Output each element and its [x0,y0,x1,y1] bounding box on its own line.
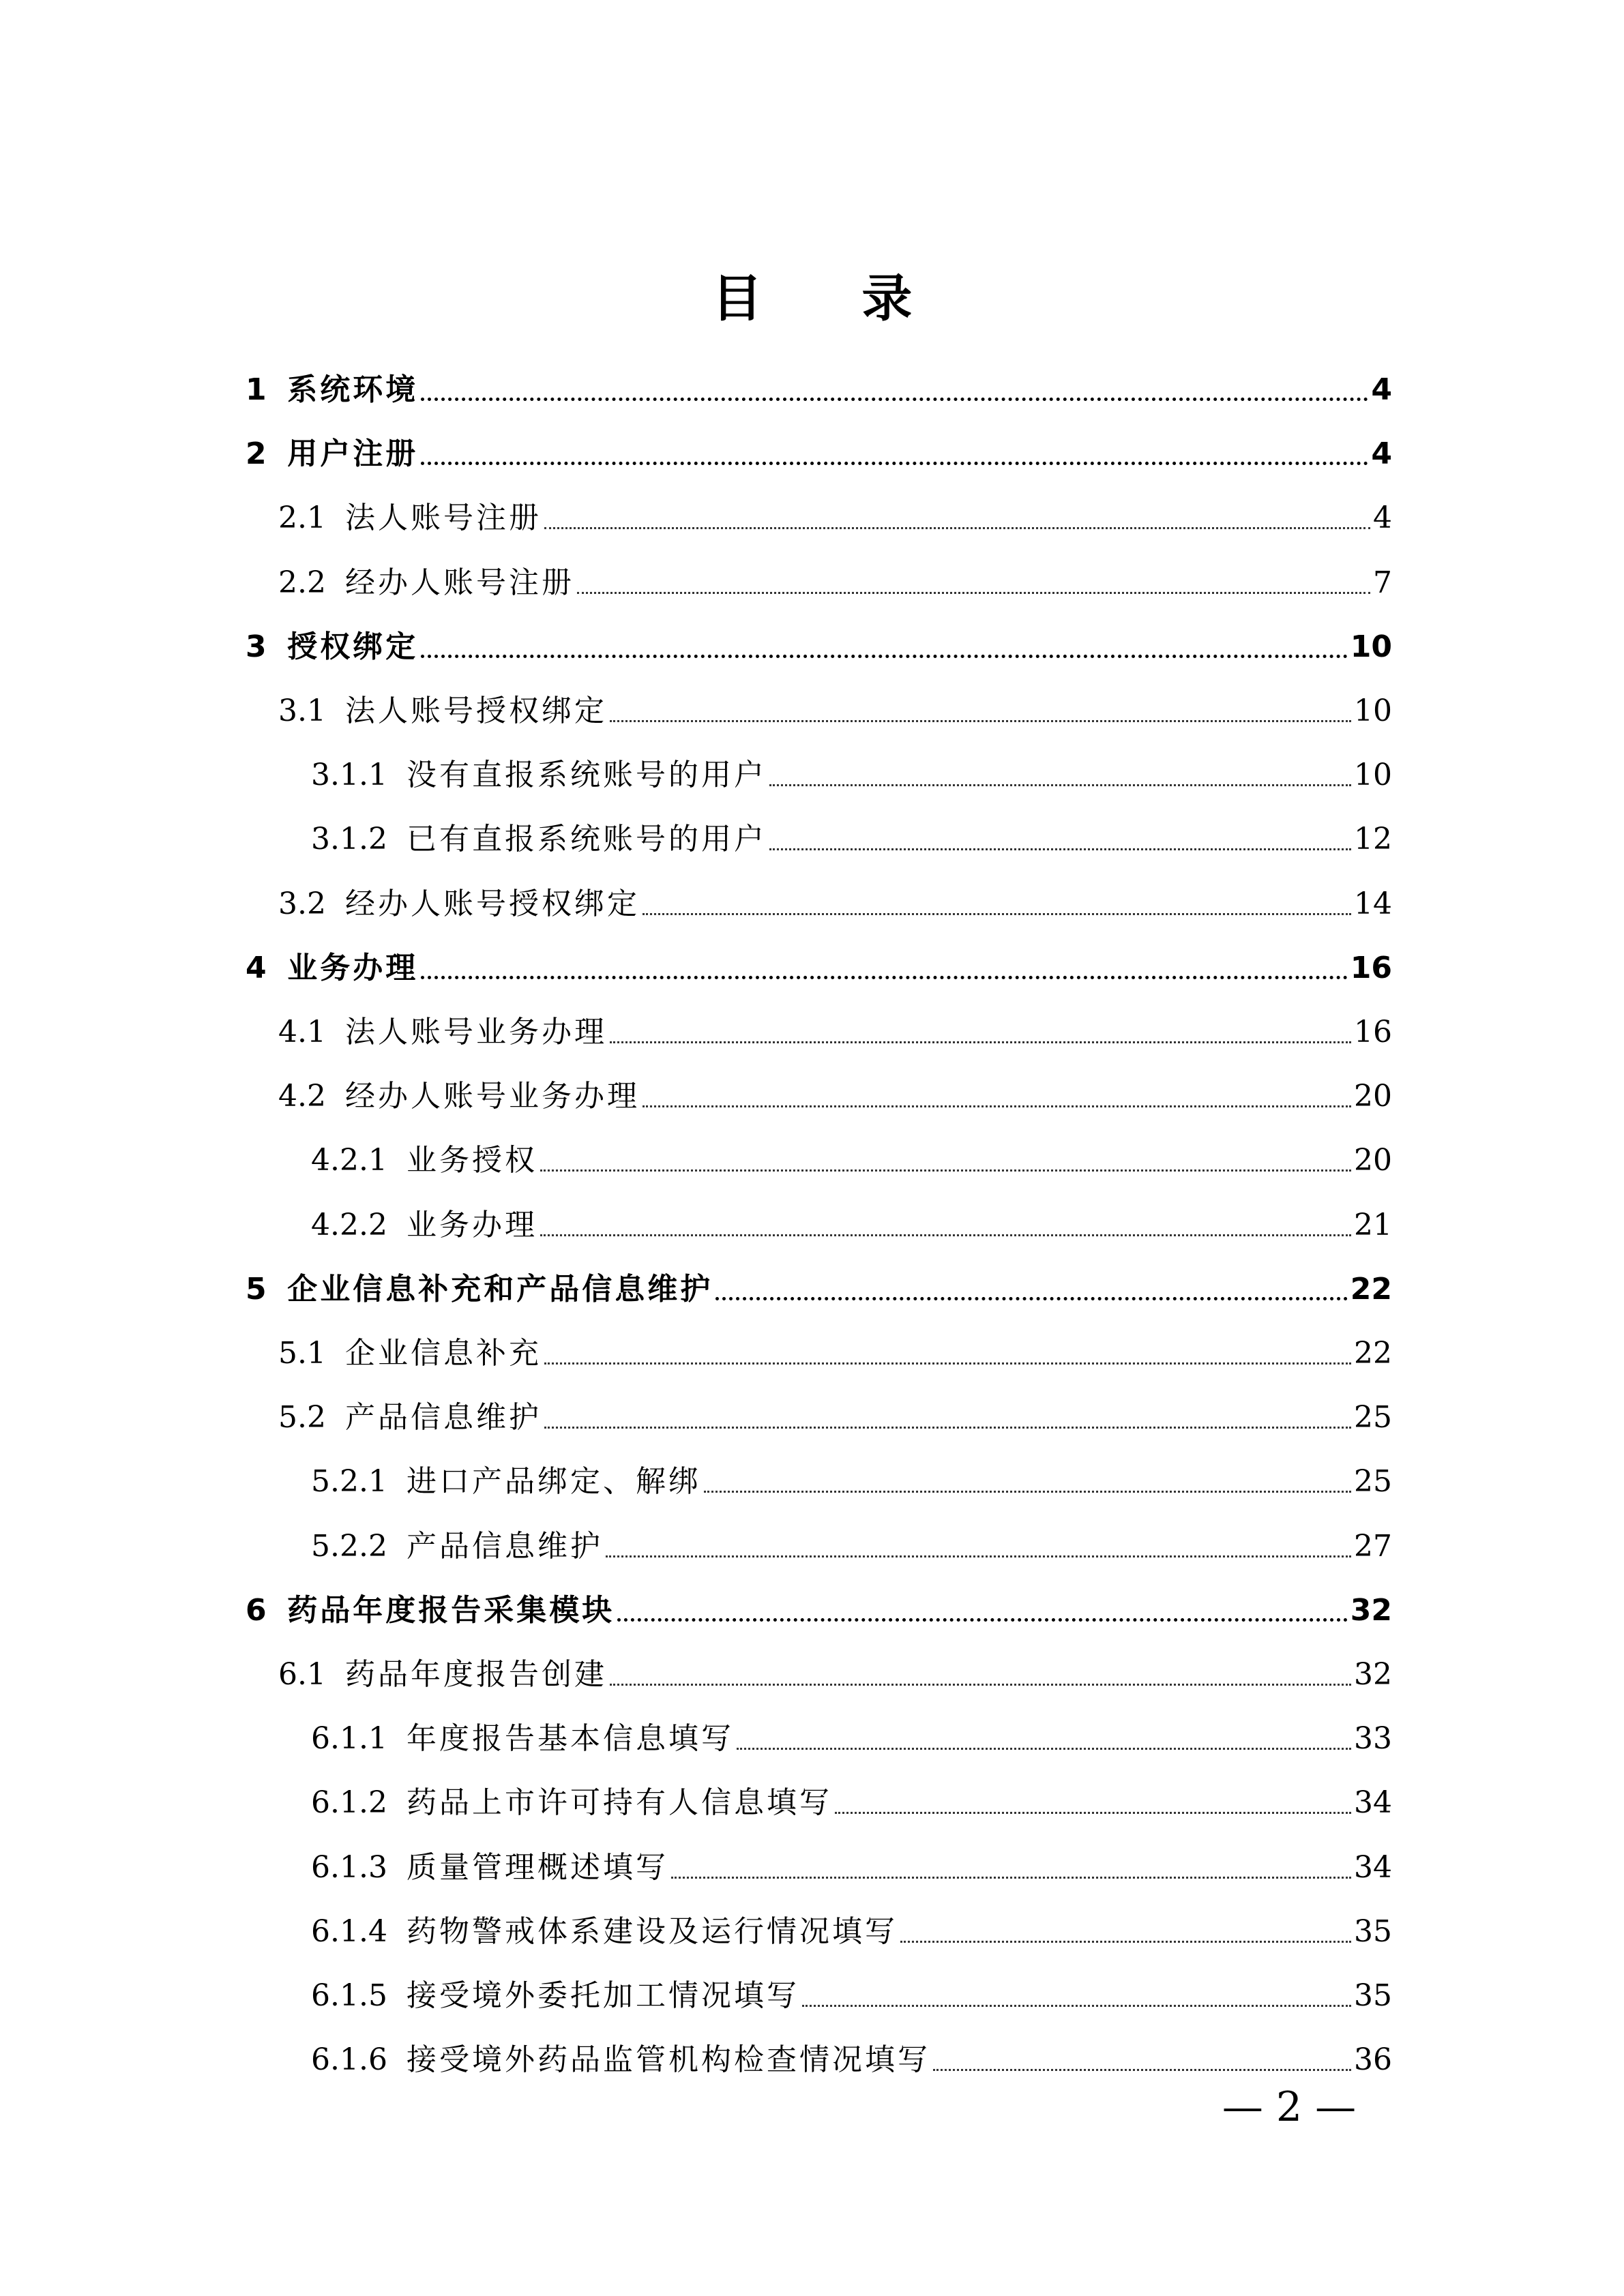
page-number: — 2 — [1222,2083,1357,2131]
toc-entry-page: 16 [1350,950,1392,985]
toc-entry-gap [326,691,345,732]
toc-entry-number: 6.1.5 [311,1978,387,2013]
toc-entry-page: 32 [1354,1657,1392,1692]
toc-entry-title: 系统环境 [287,372,419,407]
toc-leader-dots [933,2069,1351,2071]
toc-leader-dots [577,592,1370,594]
toc-entry-number: 6.1.3 [311,1849,387,1885]
toc-entry-page: 25 [1354,1464,1392,1500]
toc-entry-number: 6.1.1 [311,1721,387,1757]
toc-entry-gap [267,948,288,989]
toc-entry-gap [326,1333,345,1374]
toc-entry-gap [267,1269,288,1310]
toc-leader-dots [610,1041,1351,1043]
toc-entry-number: 5.2.2 [311,1528,387,1564]
toc-leader-dots [617,1618,1348,1622]
toc-entry-number: 4.2.2 [311,1207,387,1242]
toc-entry-page: 34 [1354,1849,1392,1885]
toc-entry-number: 4.2 [278,1079,326,1114]
toc-entry-title: 接受境外药品监管机构检查情况填写 [406,2042,930,2078]
toc-entry-title: 用户注册 [287,436,419,472]
toc-leader-dots [421,462,1368,465]
toc-entry-title: 药物警戒体系建设及运行情况填写 [406,1913,898,1949]
toc-entry[interactable] [246,420,1392,475]
toc-entry[interactable] [311,1127,1392,1181]
toc-entry-number: 6.1 [278,1657,326,1692]
toc-leader-dots [544,527,1370,529]
toc-entry-gap [387,1205,407,1246]
toc-entry-gap [326,1012,345,1053]
toc-leader-dots [643,913,1351,915]
toc-entry-page: 4 [1371,436,1392,472]
toc-entry-gap [387,1461,407,1502]
toc-entry-title: 药品年度报告创建 [344,1657,607,1692]
toc-leader-dots [737,1748,1351,1750]
toc-entry[interactable] [246,356,1392,411]
toc-entry[interactable] [278,1062,1392,1117]
toc-leader-dots [835,1812,1351,1814]
toc-entry-number: 4 [246,950,267,985]
toc-entry-number: 3.1 [278,694,326,728]
toc-entry[interactable] [278,1384,1392,1438]
toc-entry[interactable] [246,613,1392,668]
toc-entry-gap [387,819,407,860]
toc-leader-dots [769,848,1351,850]
toc-entry-page: 35 [1354,1913,1392,1949]
toc-entry-page: 34 [1354,1785,1392,1821]
toc-entry-gap [387,1976,407,2016]
toc-entry-page: 20 [1354,1079,1392,1114]
toc-entry-page: 22 [1350,1271,1392,1307]
toc-leader-dots [610,720,1351,722]
toc-entry-gap [326,563,345,603]
toc-leader-dots [643,1105,1351,1107]
toc-entry-number: 6.1.2 [311,1785,387,1821]
toc-entry-page: 35 [1354,1978,1392,2013]
toc-entry-title: 没有直报系统账号的用户 [406,758,767,793]
toc-entry-title: 年度报告基本信息填写 [406,1721,734,1757]
toc-entry-gap [387,1526,407,1567]
toc-entry[interactable] [311,1962,1392,2016]
toc-entry-title: 业务办理 [406,1207,537,1242]
toc-entry-title: 已有直报系统账号的用户 [406,822,767,857]
toc-entry-title: 经办人账号业务办理 [344,1079,640,1114]
toc-entry-gap [387,1718,407,1759]
toc-entry-number: 6 [246,1592,267,1628]
toc-entry-gap [387,755,407,796]
toc-entry-title: 产品信息维护 [344,1400,542,1435]
toc-leader-dots [421,398,1368,401]
toc-entry-page: 21 [1354,1207,1392,1242]
toc-leader-dots [769,784,1351,786]
toc-entry-title: 药品年度报告采集模块 [287,1592,615,1628]
toc-leader-dots [421,655,1348,658]
toc-leader-dots [606,1555,1351,1557]
toc-leader-dots [802,2005,1351,2007]
toc-entry-number: 2.1 [278,501,326,536]
toc-entry-page: 22 [1354,1336,1392,1371]
toc-entry-page: 27 [1354,1528,1392,1564]
toc-entry-gap [326,498,345,539]
toc-entry-page: 4 [1371,372,1392,407]
toc-entry-gap [326,1397,345,1438]
toc-leader-dots [540,1234,1351,1236]
toc-entry-page: 10 [1350,629,1392,664]
toc-entry-title: 业务办理 [287,950,419,985]
toc-entry-gap [387,1911,407,1952]
toc-entry-page: 20 [1354,1143,1392,1178]
page-title: 目 录 [711,269,954,328]
toc-entry-title: 接受境外委托加工情况填写 [406,1978,799,2013]
toc-entry[interactable] [278,998,1392,1053]
toc-entry[interactable] [278,1641,1392,1695]
toc-entry-page: 7 [1373,565,1392,600]
toc-entry-number: 5.2 [278,1400,326,1435]
toc-entry[interactable] [278,484,1392,539]
toc-entry-number: 3.1.2 [311,822,387,857]
toc-entry-page: 10 [1354,694,1392,728]
toc-entry-gap [326,1076,345,1117]
toc-entry-number: 5 [246,1271,267,1307]
toc-entry-number: 6.1.4 [311,1913,387,1949]
toc-entry-title: 经办人账号授权绑定 [344,886,640,921]
toc-entry-title: 业务授权 [406,1143,537,1178]
toc-entry[interactable] [311,1512,1392,1567]
toc-entry-number: 3.2 [278,886,326,921]
toc-leader-dots [671,1877,1351,1879]
toc-leader-dots [715,1297,1348,1300]
toc-entry-number: 4.1 [278,1015,326,1049]
toc-leader-dots [704,1491,1351,1493]
toc-entry[interactable] [278,1320,1392,1374]
toc-entry-page: 36 [1354,2042,1392,2078]
toc-entry-number: 1 [246,372,267,407]
toc-entry-page: 12 [1354,822,1392,857]
toc-entry-page: 14 [1354,886,1392,921]
toc-entry-number: 3 [246,629,267,664]
toc-entry-page: 10 [1354,758,1392,793]
toc-entry-gap [267,370,288,411]
toc-leader-dots [421,976,1348,979]
toc-entry-number: 5.1 [278,1336,326,1371]
toc-entry[interactable] [246,1577,1392,1631]
toc-entry-page: 4 [1373,501,1392,536]
toc-entry-gap [326,884,345,925]
toc-entry-title: 法人账号业务办理 [344,1015,607,1049]
toc-entry[interactable] [311,805,1392,860]
toc-entry[interactable] [311,1191,1392,1246]
toc-entry-number: 2.2 [278,565,326,600]
toc-entry-title: 进口产品绑定、解绑 [406,1464,701,1500]
toc-entry[interactable] [278,549,1392,603]
toc-entry-number: 6.1.6 [311,2042,387,2078]
toc-entry[interactable] [311,2026,1392,2081]
toc-entry-gap [387,1847,407,1888]
toc-entry-title: 企业信息补充 [344,1336,542,1371]
toc-entry-number: 4.2.1 [311,1143,387,1178]
toc-entry[interactable] [246,1255,1392,1310]
toc-entry-gap [387,1783,407,1823]
toc-entry[interactable] [311,741,1392,796]
toc-entry[interactable] [246,934,1392,989]
toc-entry[interactable] [311,1834,1392,1888]
toc-entry[interactable] [278,870,1392,925]
toc-entry-page: 25 [1354,1400,1392,1435]
toc-entry-title: 法人账号授权绑定 [344,694,607,728]
toc-entry[interactable] [311,1705,1392,1759]
toc-entry[interactable] [311,1769,1392,1823]
toc-entry-gap [387,1140,407,1181]
toc-entry-gap [326,1654,345,1695]
toc-entry-gap [387,2040,407,2081]
toc-entry-title: 授权绑定 [287,629,419,664]
toc-leader-dots [544,1427,1351,1429]
toc-leader-dots [610,1684,1351,1686]
toc-entry[interactable] [278,677,1392,732]
toc-entry-title: 经办人账号注册 [344,565,574,600]
toc-entry-page: 16 [1354,1015,1392,1049]
toc-entry-title: 质量管理概述填写 [406,1849,668,1885]
toc-entry-page: 33 [1354,1721,1392,1757]
toc-leader-dots [544,1362,1351,1365]
toc-entry-number: 2 [246,436,267,472]
toc-entry-title: 企业信息补充和产品信息维护 [287,1271,713,1307]
toc-entry-gap [267,1590,288,1631]
toc-entry-title: 药品上市许可持有人信息填写 [406,1785,832,1821]
toc-entry-title: 法人账号注册 [344,501,542,536]
toc-entry[interactable] [311,1898,1392,1952]
toc-entry[interactable] [311,1448,1392,1502]
toc-entry-number: 3.1.1 [311,758,387,793]
toc-leader-dots [540,1169,1351,1172]
toc-entry-title: 产品信息维护 [406,1528,603,1564]
toc-entry-number: 5.2.1 [311,1464,387,1500]
toc-entry-gap [267,434,288,475]
toc-entry-gap [267,627,288,668]
toc-entry-page: 32 [1350,1592,1392,1628]
toc-leader-dots [900,1941,1351,1943]
